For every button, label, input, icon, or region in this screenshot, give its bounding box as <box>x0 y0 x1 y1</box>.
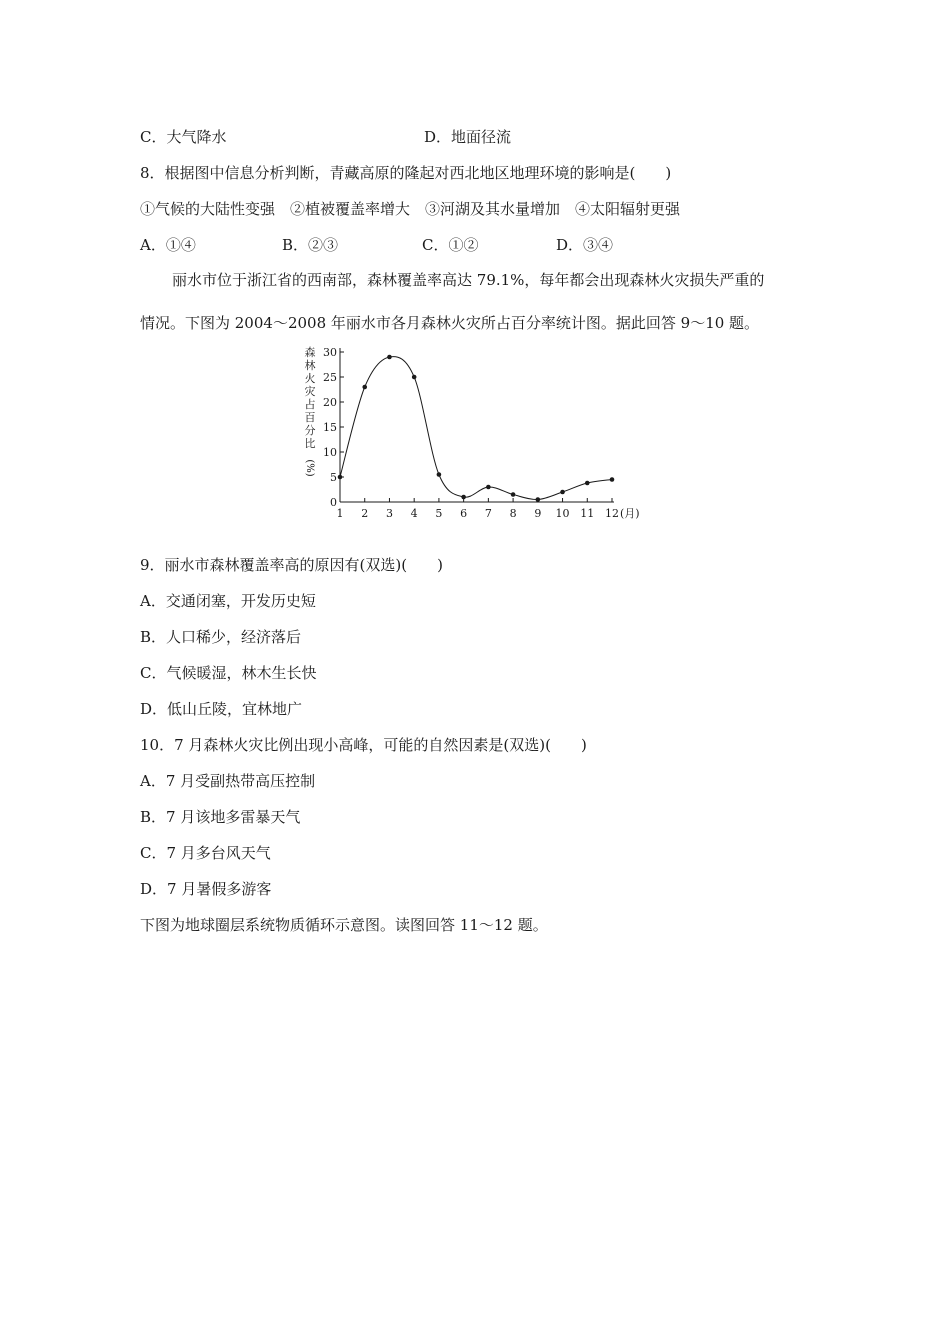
q10-stem: 10．7 月森林火灾比例出现小高峰，可能的自然因素是(双选)( ) <box>140 736 587 754</box>
x-tick-label: 11 <box>580 507 595 520</box>
y-tick-label: 15 <box>323 421 337 434</box>
x-tick-label: 6 <box>460 507 468 520</box>
forest-fire-chart <box>298 342 658 532</box>
series-line <box>340 357 612 500</box>
q8-option-a: A．①④ <box>140 236 196 254</box>
q9-option-d: D．低山丘陵，宜林地广 <box>140 700 303 718</box>
y-tick-label: 30 <box>323 346 337 359</box>
y-axis-label-char: 灾 <box>304 385 316 398</box>
data-point <box>437 472 442 477</box>
data-point <box>486 485 491 490</box>
data-point <box>610 477 615 482</box>
q7-option-c: C．大气降水 <box>140 128 227 146</box>
x-tick-label: 1 <box>336 507 344 520</box>
q7-option-d: D．地面径流 <box>424 128 512 146</box>
y-axis-label-char: 百 <box>304 411 316 424</box>
q10-option-a: A．7 月受副热带高压控制 <box>140 772 316 790</box>
q9-option-c: C．气候暖湿，林木生长快 <box>140 664 317 682</box>
chart-svg <box>298 342 658 532</box>
q10-option-d: D．7 月暑假多游客 <box>140 880 272 898</box>
next-section-intro: 下图为地球圈层系统物质循环示意图。读图回答 11～12 题。 <box>140 916 548 934</box>
q9-option-a: A．交通闭塞，开发历史短 <box>140 592 316 610</box>
y-tick-label: 10 <box>323 446 337 459</box>
y-tick-label: 20 <box>323 396 337 409</box>
passage-line-1: 丽水市位于浙江省的西南部，森林覆盖率高达 79.1%，每年都会出现森林火灾损失严重的 <box>172 271 765 289</box>
data-point <box>585 481 590 486</box>
y-tick-label: 25 <box>323 371 337 384</box>
q8-stem: 8．根据图中信息分析判断，青藏高原的隆起对西北地区地理环境的影响是( ) <box>140 164 672 182</box>
x-tick-label: 12 <box>605 507 619 520</box>
data-point <box>536 497 541 502</box>
q10-option-c: C．7 月多台风天气 <box>140 844 271 862</box>
y-axis-label-char: 比 <box>304 437 316 450</box>
q8-statements: ①气候的大陆性变强 ②植被覆盖率增大 ③河湖及其水量增加 ④太阳辐射更强 <box>140 200 681 218</box>
y-tick-label: 5 <box>330 471 337 484</box>
y-axis-label-unit: (%) <box>304 459 315 477</box>
y-axis-label-char: 占 <box>304 398 316 411</box>
y-axis-label-char: 分 <box>304 424 316 437</box>
data-point <box>461 495 466 500</box>
data-point <box>338 475 343 480</box>
data-point <box>412 375 417 380</box>
x-tick-label: 7 <box>484 507 492 520</box>
x-tick-label: 8 <box>509 507 517 520</box>
x-tick-label: 2 <box>361 507 369 520</box>
y-axis-label-char: 火 <box>304 372 316 385</box>
data-point <box>387 355 392 360</box>
data-point <box>560 490 565 495</box>
x-tick-label: 10 <box>555 507 570 520</box>
q10-option-b: B．7 月该地多雷暴天气 <box>140 808 301 826</box>
q9-option-b: B．人口稀少，经济落后 <box>140 628 302 646</box>
x-tick-label: 9 <box>534 507 542 520</box>
y-axis-label-char: 森 <box>304 346 316 359</box>
q8-option-d: D．③④ <box>556 236 614 254</box>
data-point <box>511 492 516 497</box>
data-point <box>362 385 367 390</box>
x-tick-label: 5 <box>435 507 443 520</box>
x-tick-label: 3 <box>385 507 393 520</box>
q8-option-b: B．②③ <box>282 236 339 254</box>
x-axis-label: (月) <box>620 507 640 520</box>
y-tick-label: 0 <box>330 496 337 509</box>
x-tick-label: 4 <box>410 507 418 520</box>
q8-option-c: C．①② <box>422 236 479 254</box>
passage-line-2: 情况。下图为 2004～2008 年丽水市各月森林火灾所占百分率统计图。据此回答 9～10 题。 <box>140 314 760 332</box>
y-axis-label-char: 林 <box>304 359 316 372</box>
q9-stem: 9．丽水市森林覆盖率高的原因有(双选)( ) <box>140 556 443 574</box>
